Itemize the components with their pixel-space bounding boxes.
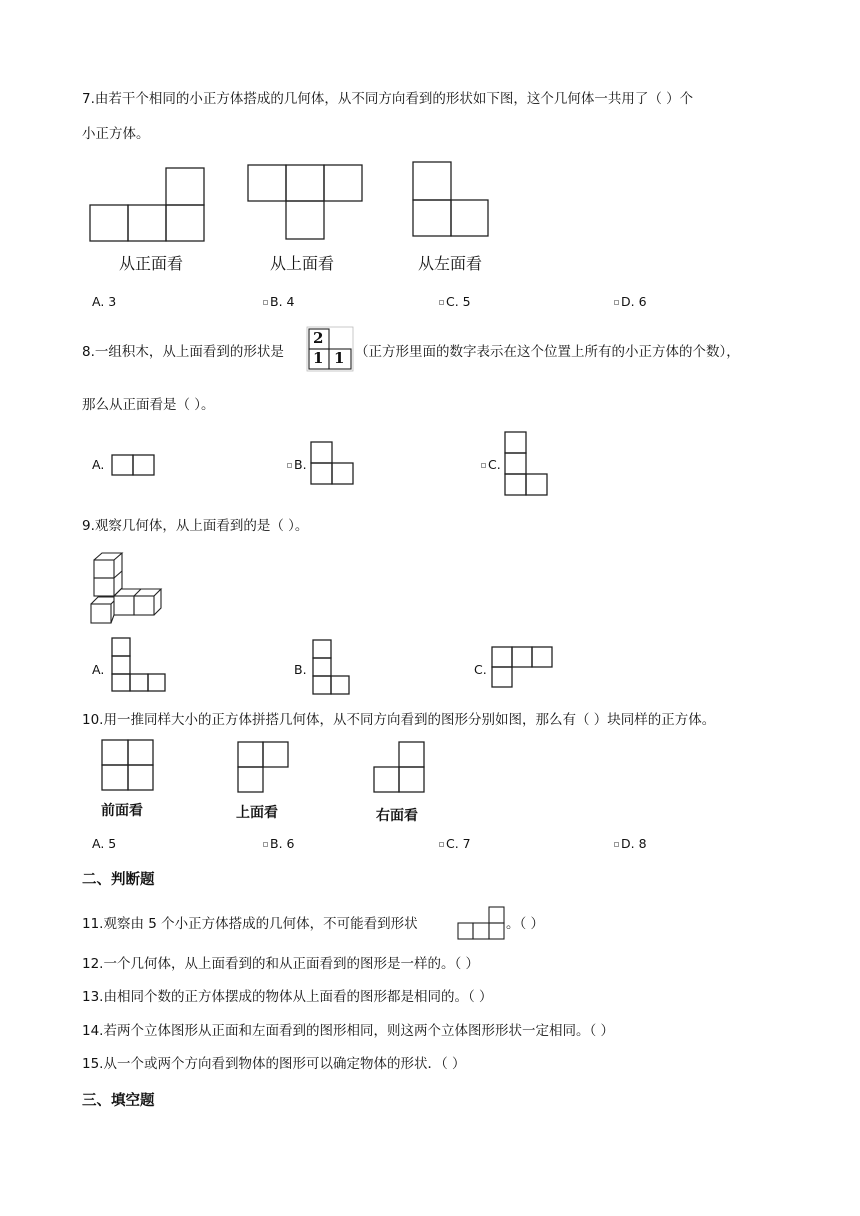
q9-option-a-figure (111, 637, 167, 693)
q10-option-b-label: B. 6 (270, 836, 295, 851)
q8-option-a[interactable]: A. (92, 457, 105, 472)
q10-option-a[interactable]: A. 5 (92, 836, 117, 851)
q8-grid-number: 2 (313, 329, 324, 347)
q12-text: 12.一个几何体，从上面看到的和从正面看到的图形是一样的。（ ） (82, 956, 480, 972)
q11-text-before: 11.观察由 5 个小正方体搭成的几何体，不可能看到形状 (82, 916, 418, 932)
q11-shape-figure (457, 906, 509, 942)
q7-top-view-figure (246, 162, 364, 242)
q9-option-b[interactable]: B. (294, 662, 307, 677)
q8-option-c-figure (504, 431, 550, 497)
bullet-icon (614, 300, 619, 305)
q10-option-d-label: D. 8 (621, 836, 647, 851)
section-title-judgment: 二、判断题 (82, 872, 155, 888)
q8-option-b-figure (310, 441, 356, 485)
q8-grid-number: 1 (313, 349, 324, 367)
bullet-icon (439, 842, 444, 847)
q7-left-view-figure (410, 160, 492, 240)
q9-option-b-figure (312, 639, 352, 697)
q7-option-b-label: B. 4 (270, 294, 295, 309)
q7-caption-left: 从左面看 (418, 254, 483, 273)
q10-front-view-figure (100, 738, 156, 792)
q9-option-a[interactable]: A. (92, 662, 105, 677)
q10-top-view-figure (236, 740, 292, 794)
q7-option-c-label: C. 5 (446, 294, 471, 309)
q8-text-after: （正方形里面的数字表示在这个位置上所有的小正方体的个数）， (355, 344, 740, 360)
bullet-icon (481, 463, 486, 468)
q8-option-c[interactable] (481, 457, 501, 472)
q11-text-after: 。（ ） (506, 916, 545, 932)
q7-caption-top: 从上面看 (270, 254, 335, 273)
q10-text: 10.用一推同样大小的正方体拼搭几何体，从不同方向看到的图形分别如图，那么有（ ）块同样的正方体。 (82, 712, 716, 728)
q15-text: 15.从一个或两个方向看到物体的图形可以确定物体的形状．（ ） (82, 1056, 466, 1072)
section-title-fill-blank: 三、填空题 (82, 1093, 155, 1109)
q9-text: 9.观察几何体，从上面看到的是（ ）。 (82, 518, 309, 534)
bullet-icon (287, 463, 292, 468)
q10-option-c-label: C. 7 (446, 836, 471, 851)
q13-text: 13.由相同个数的正方体摆成的物体从上面看的图形都是相同的。（ ） (82, 989, 493, 1005)
bullet-icon (439, 300, 444, 305)
q8-option-c-label: C. (488, 457, 501, 472)
q10-option-b[interactable] (263, 836, 294, 851)
q8-text-before: 8.一组积木，从上面看到的形状是 (82, 344, 284, 360)
bullet-icon (263, 842, 268, 847)
q8-top-view-grid (308, 328, 354, 370)
q8-grid-number: 1 (334, 349, 345, 367)
q7-option-c[interactable] (439, 294, 471, 309)
q8-option-b[interactable] (287, 457, 307, 472)
bullet-icon (263, 300, 268, 305)
q7-caption-front: 从正面看 (119, 254, 184, 273)
q10-option-d[interactable] (614, 836, 647, 851)
q10-option-c[interactable] (439, 836, 471, 851)
q10-caption-top: 上面看 (236, 805, 278, 821)
q9-option-c-figure (491, 646, 555, 690)
q7-option-a[interactable]: A. 3 (92, 294, 117, 309)
q7-option-d-label: D. 6 (621, 294, 647, 309)
q9-3d-figure (88, 548, 168, 628)
q8-option-b-label: B. (294, 457, 307, 472)
q10-right-view-figure (372, 740, 428, 794)
q7-front-view-figure (88, 165, 208, 245)
q9-option-c[interactable]: C. (474, 662, 487, 677)
q10-caption-right: 右面看 (376, 808, 418, 824)
q7-option-b[interactable] (263, 294, 294, 309)
q8-option-a-figure (111, 454, 157, 476)
q10-caption-front: 前面看 (101, 803, 143, 819)
q14-text: 14.若两个立体图形从正面和左面看到的图形相同，则这两个立体图形形状一定相同。（ ） (82, 1023, 615, 1039)
q7-text-line1: 7.由若干个相同的小正方体搭成的几何体，从不同方向看到的形状如下图，这个几何体一共用了（ ）个 (82, 91, 694, 107)
q8-text-line2: 那么从正面看是（ ）。 (82, 397, 215, 413)
q7-option-d[interactable] (614, 294, 647, 309)
q7-text-line2: 小正方体。 (82, 126, 150, 142)
bullet-icon (614, 842, 619, 847)
